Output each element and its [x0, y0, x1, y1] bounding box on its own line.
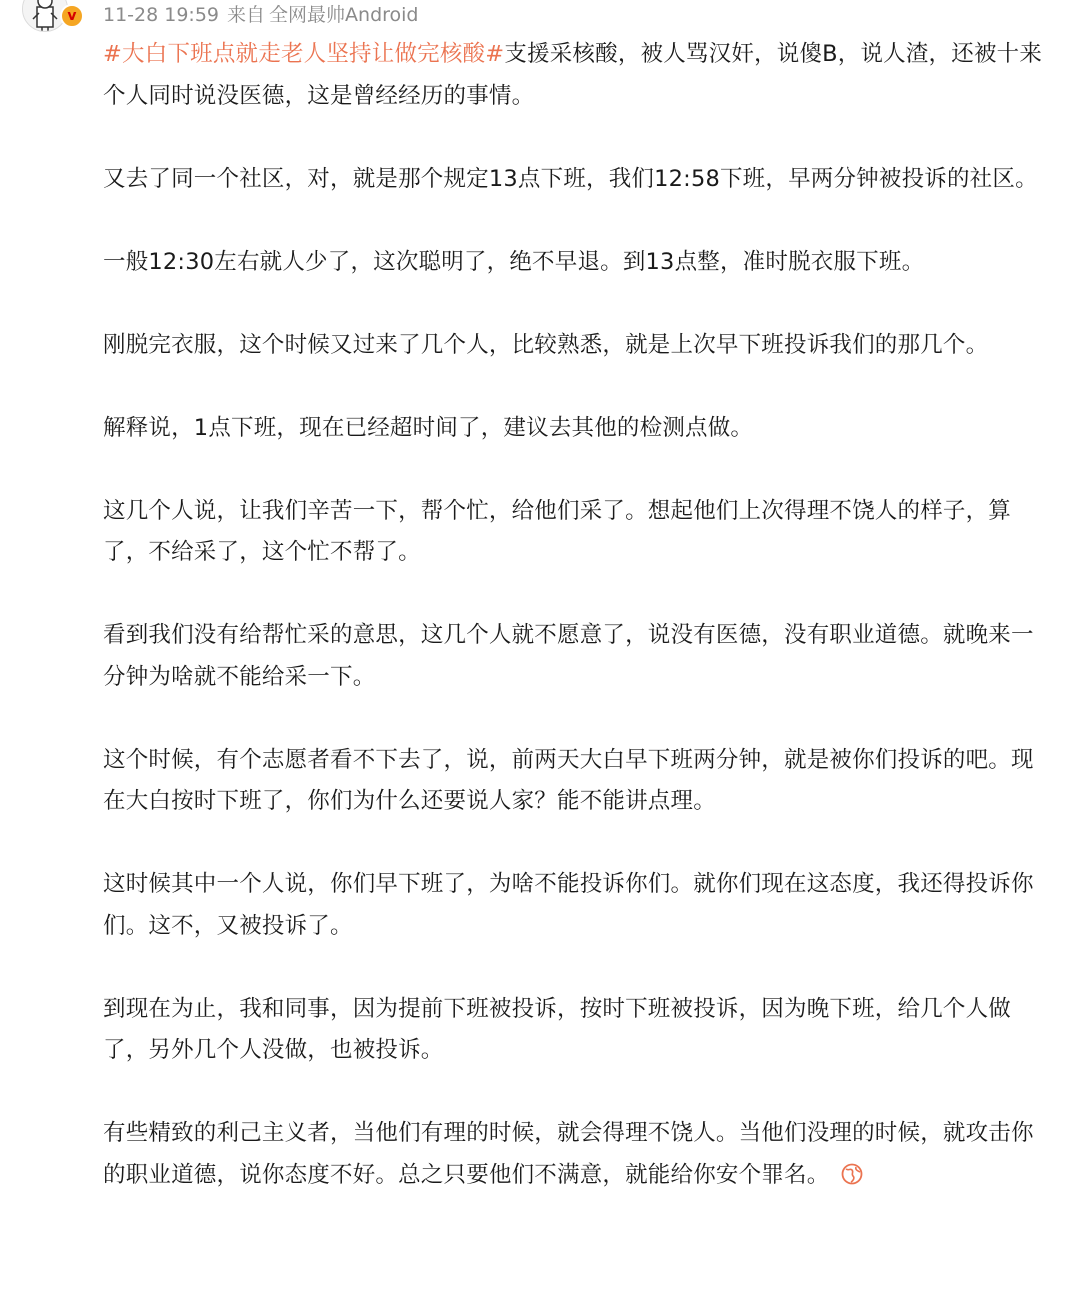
paragraph: 这时候其中一个人说，你们早下班了，为啥不能投诉你们。就你们现在这态度，我还得投诉你们。这不，又被投诉了。 — [103, 871, 1034, 939]
paragraph — [103, 1113, 1043, 1196]
post-header — [0, 0, 1080, 32]
post-meta — [103, 2, 427, 28]
globe-icon[interactable] — [841, 1158, 863, 1180]
paragraph — [103, 34, 1043, 117]
hashtag-link[interactable]: #大白下班点就走老人坚持让做完核酸# — [103, 41, 505, 67]
verified-badge-icon: v — [60, 4, 84, 28]
paragraph: 到现在为止，我和同事，因为提前下班被投诉，按时下班被投诉，因为晚下班，给几个人做了，另外几个人没做，也被投诉。 — [103, 995, 1012, 1063]
paragraph-text: 有些精致的利己主义者，当他们有理的时候，就会得理不饶人。当他们没理的时候，就攻击你的职业道德，说你态度不好。总之只要他们不满意，就能给你安个罪名。 — [103, 1120, 1034, 1188]
paragraph-text: 支援采核酸，被人骂汉奸，说傻B，说人渣，还被十来个人同时说没医德，这是曾经经历的事情。 — [103, 41, 1043, 109]
source-prefix: 来自 — [227, 4, 266, 26]
paragraph: 刚脱完衣服，这个时候又过来了几个人，比较熟悉，就是上次早下班投诉我们的那几个。 — [103, 331, 989, 358]
paragraph: 这几个人说，让我们辛苦一下，帮个忙，给他们采了。想起他们上次得理不饶人的样子，算了，不给采了，这个忙不帮了。 — [103, 497, 1012, 565]
paragraph: 一般12:30左右就人少了，这次聪明了，绝不早退。到13点整，准时脱衣服下班。 — [103, 248, 925, 275]
post-time[interactable]: 11-28 19:59 — [103, 4, 220, 26]
paragraph: 又去了同一个社区，对，就是那个规定13点下班，我们12:58下班，早两分钟被投诉的社区。 — [103, 165, 1038, 192]
post-content — [103, 34, 1043, 1238]
paragraph: 这个时候，有个志愿者看不下去了，说，前两天大白早下班两分钟，就是被你们投诉的吧。现在大白按时下班了，你们为什么还要说人家？能不能讲点理。 — [103, 746, 1034, 814]
post-source[interactable]: 全网最帅Android — [269, 4, 419, 26]
paragraph: 看到我们没有给帮忙采的意思，这几个人就不愿意了，说没有医德，没有职业道德。就晚来一分钟为啥就不能给采一下。 — [103, 622, 1034, 690]
paragraph: 解释说，1点下班，现在已经超时间了，建议去其他的检测点做。 — [103, 414, 754, 441]
